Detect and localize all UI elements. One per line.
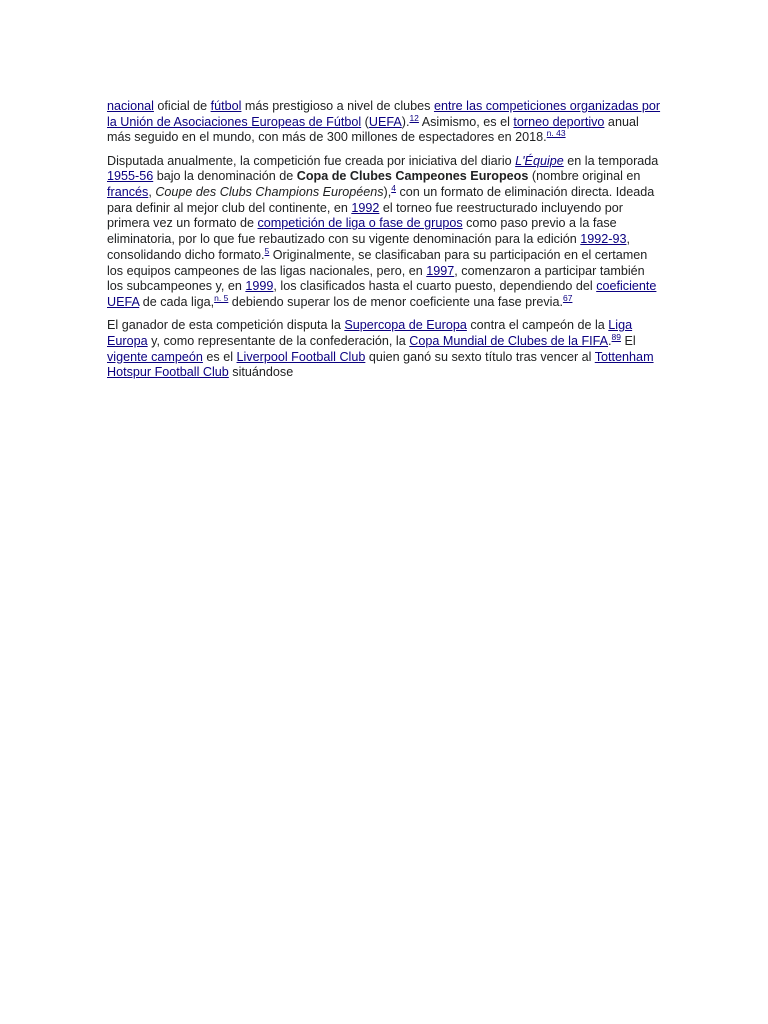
link-liga-europa[interactable]: Liga Europa [107,318,633,348]
text: oficial de [153,99,211,113]
text: , consolidando dicho formato. [107,232,630,262]
article-body [107,99,663,388]
link-vigente-campeon[interactable]: vigente campeón [107,349,203,364]
text: ( [361,114,369,129]
text: quien ganó su sexto título tras vencer al [365,349,595,364]
reference-link-5[interactable]: 5 [264,245,270,256]
reference-67 [563,293,572,303]
text: debiendo superar los de menor coeficiente una fase previa. [228,294,563,309]
text: en la temporada [563,153,659,168]
reference-link-67[interactable]: 67 [562,292,573,303]
link-1999[interactable]: 1999 [245,279,274,294]
text: y, como representante de la confederación, la [147,333,410,348]
link-1997[interactable]: 1997 [426,263,455,278]
link-supercopa-europa[interactable]: Supercopa de Europa [344,318,467,333]
reference-link-89[interactable]: 89 [611,331,621,342]
text: más prestigioso a nivel de clubes [241,99,434,113]
text: el torneo fue reestructurado incluyendo por primera vez un formato de [107,200,623,231]
link-coeficiente-uefa[interactable]: coeficiente UEFA [107,279,657,309]
note-n43 [547,128,566,138]
link-1992-93[interactable]: 1992-93 [580,232,627,247]
text: contra el campeón de la [466,318,609,333]
link-competiciones-uefa[interactable]: entre las competiciones organizadas por la Unión de Asociaciones Europeas de Fútbol [107,99,661,129]
paragraph-3 [107,318,663,381]
note-link-n5[interactable]: n. 5 [214,292,229,303]
link-liverpool[interactable]: Liverpool Football Club [236,349,366,364]
reference-link-12[interactable]: 12 [409,112,419,123]
note-n5 [214,293,228,303]
text: ). [401,114,410,129]
note-link-n43[interactable]: n. 43 [546,128,566,139]
text: con un formato de eliminación directa. Ideada para definir al mejor club del continente, en [107,185,655,215]
text: como paso previo a la fase eliminatoria, por lo que fue rebautizado con su vigente denominación para la edición [107,216,617,247]
reference-link-4[interactable]: 4 [391,183,396,194]
italic-coupe: Coupe des Clubs Champions Européens [155,185,384,200]
reference-12 [409,113,418,123]
text: anual más seguido en el mundo, con más de 300 millones de espectadores en 2018. [107,114,639,145]
link-1992[interactable]: 1992 [351,200,380,215]
paragraph-2 [107,154,663,311]
link-mundial-clubes[interactable]: Copa Mundial de Clubes de la FIFA [409,333,609,348]
text: . [608,333,612,348]
bold-copa-clubes: Copa de Clubes Campeones Europeos [296,169,529,184]
lequipe-title: L'Équipe [515,153,564,168]
link-liga-fase-grupos[interactable]: competición de liga o fase de grupos [257,216,463,231]
text: El [621,333,636,348]
paragraph-1 [107,99,663,146]
text: (nombre original en [528,169,641,184]
text: Disputada anualmente, la competición fue creada por iniciativa del diario [107,153,516,168]
link-tottenham[interactable]: Tottenham Hotspur Football Club [107,349,654,380]
text: es el [202,349,237,364]
text: El ganador de esta competición disputa la [107,318,345,333]
text: , los clasificados hasta el cuarto puesto, dependiendo del [273,279,597,294]
link-frances[interactable]: francés [107,185,149,200]
reference-89 [612,332,621,342]
text: Originalmente, se clasificaban para su participación en el certamen los equipos campeones de las ligas nacionales, pero, en [107,247,648,278]
text: de cada liga, [139,294,215,309]
text: , comenzaron a participar también los subcampeones y, en [107,263,645,294]
text: ), [383,185,392,200]
text: bajo la denominación de [153,169,297,184]
link-lequipe[interactable] [515,154,564,168]
link-futbol[interactable]: fútbol [210,99,242,113]
link-nacional[interactable]: nacional [107,99,154,113]
link-1955-56[interactable]: 1955-56 [107,169,154,184]
link-uefa[interactable]: UEFA [368,114,402,129]
text: Asimismo, es el [418,114,514,129]
text: situándose [228,365,294,380]
text: , [148,185,156,200]
link-torneo-deportivo[interactable]: torneo deportivo [513,114,605,129]
